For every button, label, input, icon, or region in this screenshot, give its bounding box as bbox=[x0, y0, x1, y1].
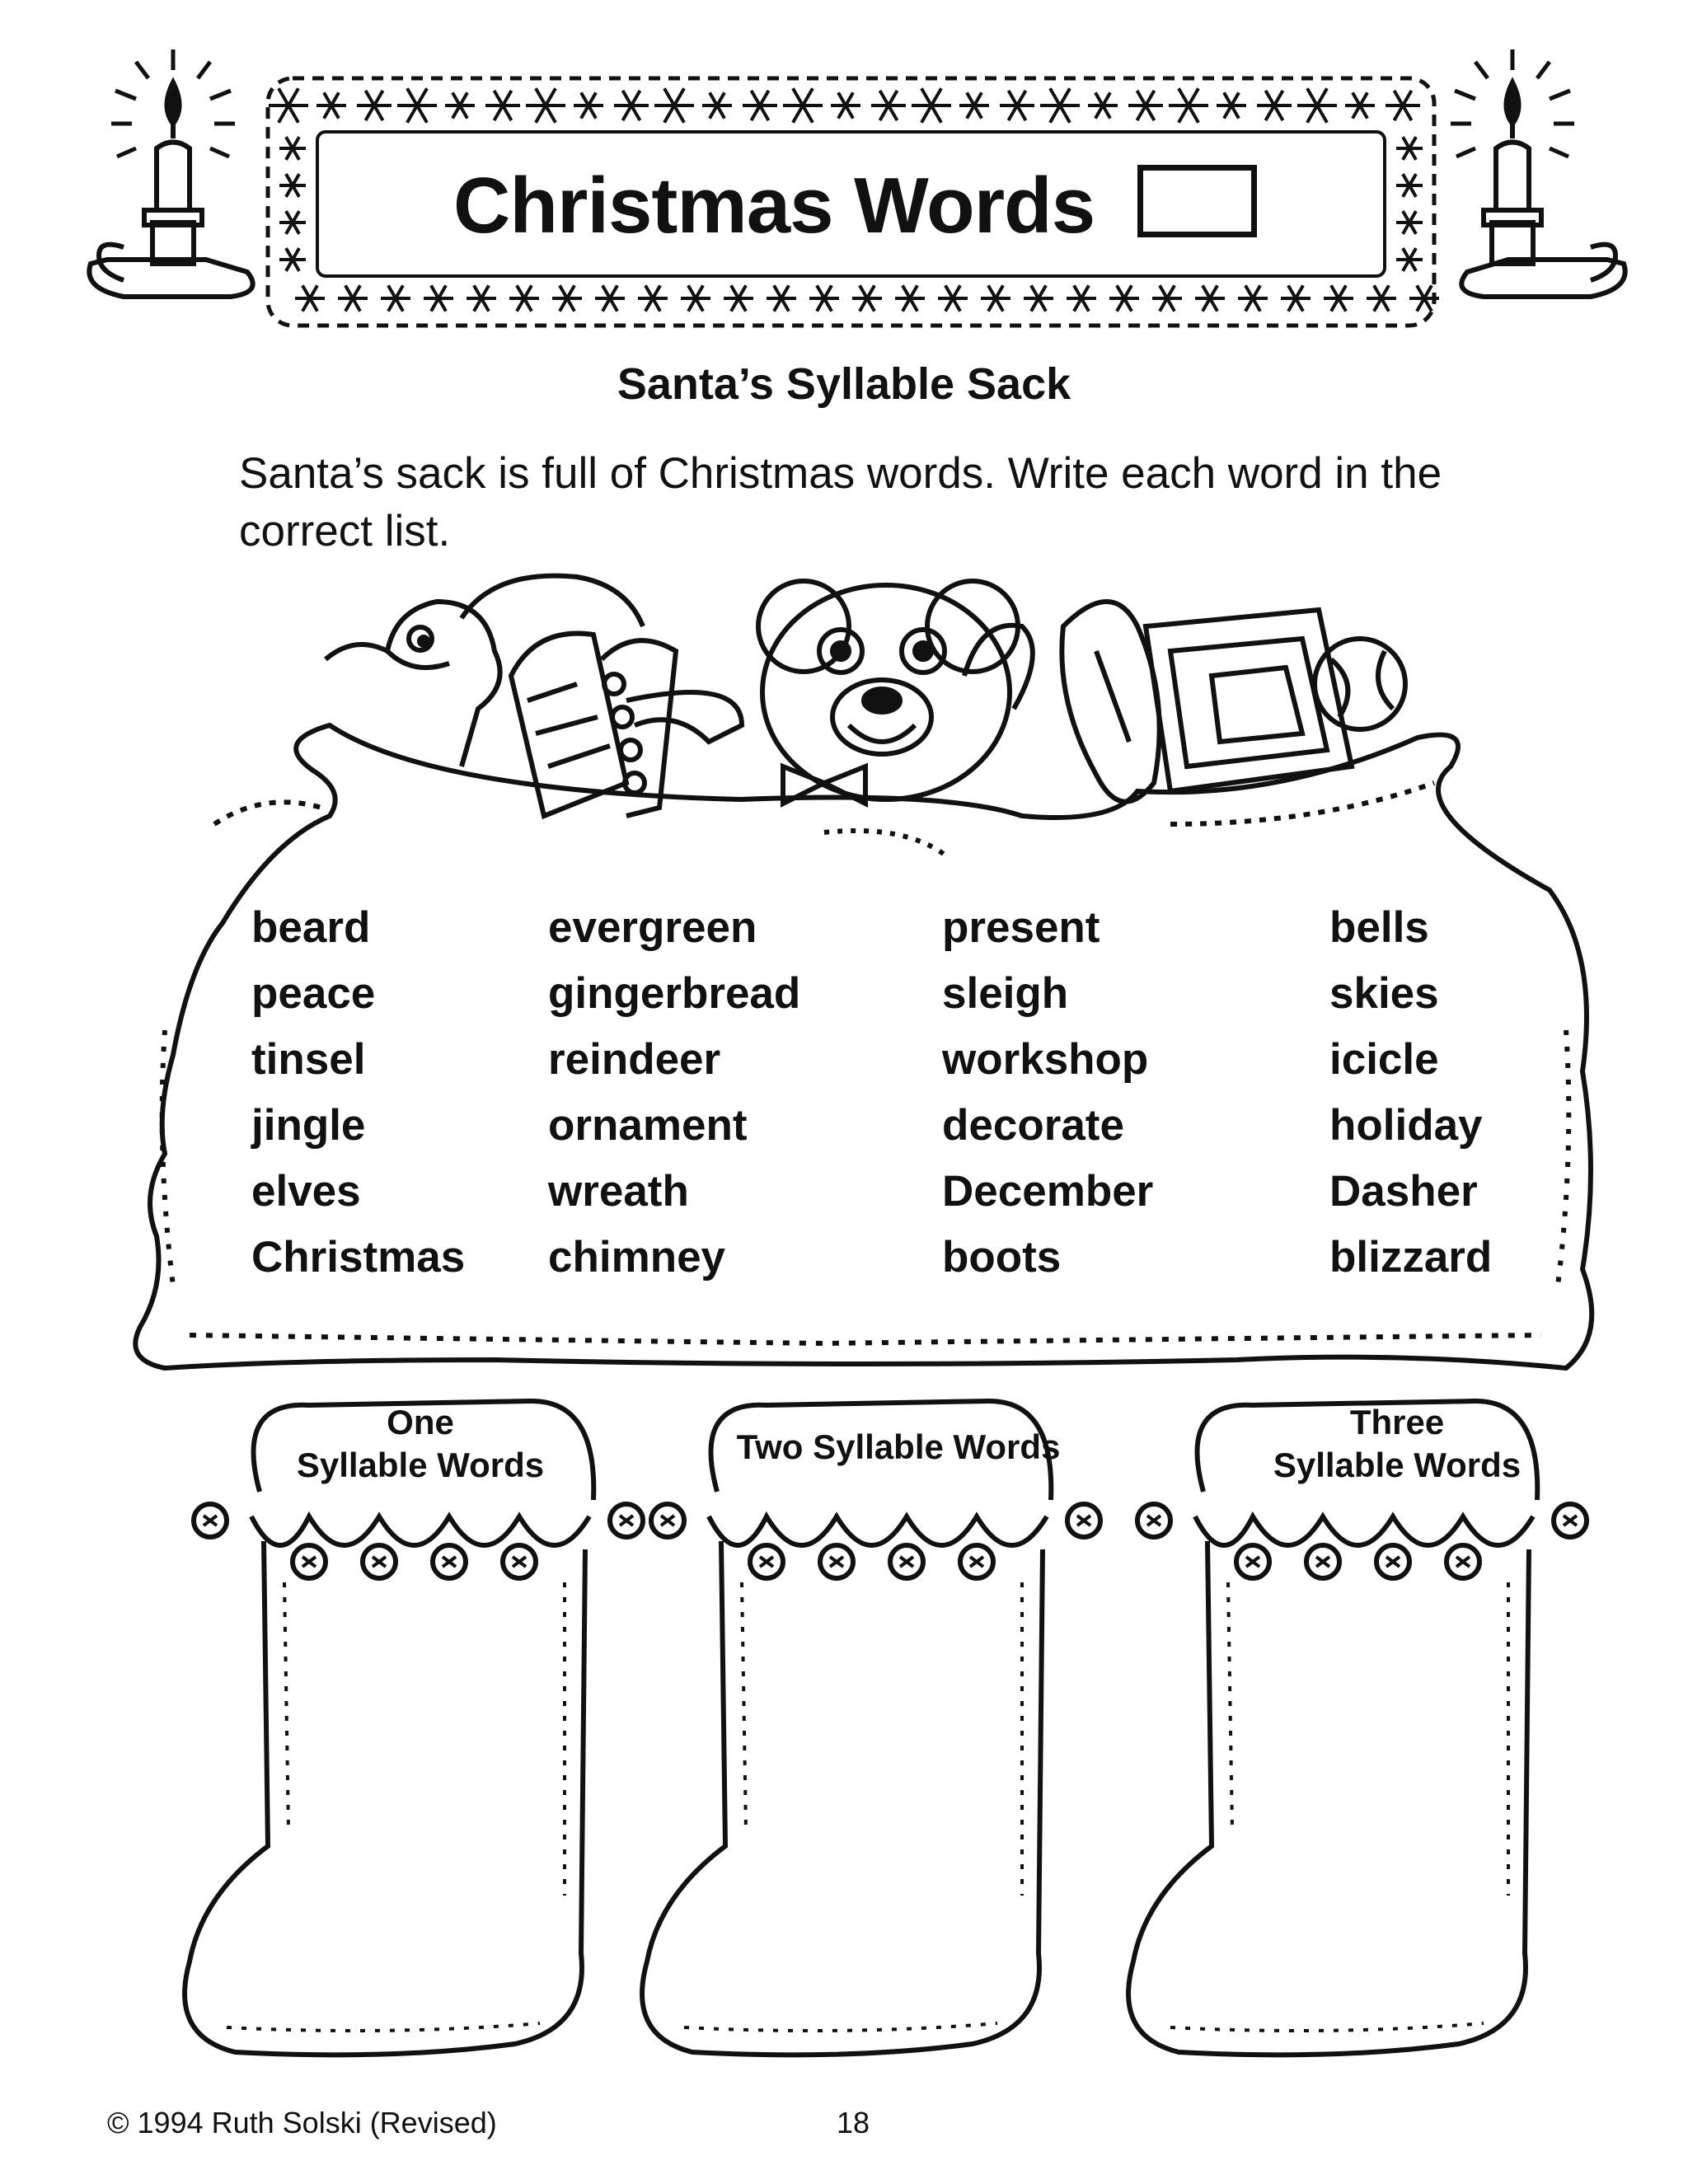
stocking-label-line: Two Syllable Words bbox=[736, 1427, 1061, 1466]
snowflake-icon bbox=[552, 285, 582, 311]
snowflake-icon bbox=[912, 88, 951, 123]
word-item: icicle bbox=[1329, 1035, 1439, 1084]
snowflake-icon bbox=[743, 91, 777, 120]
word-item: evergreen bbox=[548, 903, 757, 952]
snowflake-icon bbox=[767, 285, 796, 311]
word-item: wreath bbox=[548, 1167, 689, 1216]
snowflake-icon bbox=[1386, 91, 1420, 120]
instructions-text: Santa’s sack is full of Christmas words. Write each word in the correct list. bbox=[239, 449, 1442, 555]
word-item: blizzard bbox=[1329, 1233, 1493, 1282]
word-item: decorate bbox=[942, 1101, 1124, 1150]
stocking-label-three bbox=[1265, 1401, 1529, 1487]
snowflake-icon bbox=[1000, 91, 1034, 120]
page-number: 18 bbox=[837, 2106, 870, 2139]
snowflake-icon bbox=[269, 88, 308, 123]
word-item: bells bbox=[1329, 903, 1429, 952]
snowflake-icon bbox=[1345, 92, 1375, 118]
snowflake-icon bbox=[1297, 88, 1337, 123]
right-candle-icon bbox=[1451, 49, 1625, 297]
word-item: Dasher bbox=[1329, 1167, 1478, 1216]
page-title: Christmas Words bbox=[453, 162, 1095, 250]
snowflake-icon bbox=[783, 88, 823, 123]
score-box[interactable] bbox=[1137, 165, 1257, 237]
word-item: tinsel bbox=[251, 1035, 366, 1084]
word-item: Christmas bbox=[251, 1233, 466, 1282]
word-column-2 bbox=[548, 895, 800, 1291]
snowflake-icon bbox=[959, 92, 989, 118]
stocking-two-icon bbox=[642, 1401, 1100, 2055]
snowflake-icon bbox=[702, 92, 732, 118]
word-column-4 bbox=[1329, 895, 1492, 1291]
word-item: December bbox=[942, 1167, 1154, 1216]
snowflake-icon bbox=[1217, 92, 1246, 118]
word-item: beard bbox=[251, 903, 371, 952]
snowflake-icon bbox=[279, 248, 306, 271]
word-item: ornament bbox=[548, 1101, 748, 1150]
snowflake-icon bbox=[279, 174, 306, 197]
word-item: sleigh bbox=[942, 969, 1069, 1018]
snowflake-icon bbox=[1324, 285, 1353, 311]
snowflake-icon bbox=[1396, 211, 1423, 234]
word-column-1 bbox=[251, 895, 465, 1291]
stocking-label-line: One bbox=[387, 1403, 454, 1441]
word-item: peace bbox=[251, 969, 376, 1018]
word-item: skies bbox=[1329, 969, 1439, 1018]
stocking-label-line: Syllable Words bbox=[1273, 1446, 1522, 1484]
snowflake-icon bbox=[1195, 285, 1225, 311]
copyright-notice: © 1994 Ruth Solski (Revised) bbox=[107, 2106, 497, 2139]
snowflake-icon bbox=[1396, 174, 1423, 197]
snowflake-icon bbox=[1281, 285, 1311, 311]
snowflake-icon bbox=[357, 91, 392, 120]
word-item: boots bbox=[942, 1233, 1062, 1282]
snowflake-icon bbox=[316, 92, 346, 118]
snowflake-icon bbox=[295, 285, 325, 311]
word-item: chimney bbox=[548, 1233, 726, 1282]
snowflake-icon bbox=[638, 285, 668, 311]
stocking-label-one bbox=[293, 1401, 548, 1487]
snowflake-icon bbox=[938, 285, 968, 311]
snowflake-icon bbox=[654, 88, 694, 123]
stocking-three-icon bbox=[1128, 1401, 1587, 2055]
snowflake-icon bbox=[681, 285, 710, 311]
word-item: workshop bbox=[942, 1035, 1149, 1084]
snowflake-icon bbox=[424, 285, 453, 311]
activity-title: Santa’s Syllable Sack bbox=[617, 359, 1071, 409]
snowflake-icon bbox=[871, 91, 906, 120]
snowflake-icon bbox=[614, 91, 649, 120]
snowflake-icon bbox=[1128, 91, 1163, 120]
snowflake-icon bbox=[1169, 88, 1208, 123]
snowflake-icon bbox=[1257, 91, 1292, 120]
snowflake-icon bbox=[831, 92, 860, 118]
stocking-label-two bbox=[725, 1426, 1071, 1469]
snowflake-icon bbox=[1109, 285, 1139, 311]
snowflake-icon bbox=[1396, 137, 1423, 160]
stocking-one-icon bbox=[185, 1401, 643, 2055]
snowflake-icon bbox=[1367, 285, 1396, 311]
snowflake-icon bbox=[1152, 285, 1182, 311]
stocking-label-line: Three bbox=[1349, 1403, 1445, 1441]
snowflake-icon bbox=[485, 91, 520, 120]
word-item: present bbox=[942, 903, 1100, 952]
snowflake-icon bbox=[526, 88, 565, 123]
snowflake-icon bbox=[895, 285, 925, 311]
snowflake-icon bbox=[381, 285, 410, 311]
left-candle-icon bbox=[89, 49, 252, 297]
snowflake-icon bbox=[574, 92, 603, 118]
snowflake-icon bbox=[981, 285, 1010, 311]
word-item: reindeer bbox=[548, 1035, 721, 1084]
stocking-label-line: Syllable Words bbox=[296, 1446, 545, 1484]
snowflake-icon bbox=[724, 285, 753, 311]
word-item: elves bbox=[251, 1167, 361, 1216]
snowflake-icon bbox=[1088, 92, 1118, 118]
word-item: holiday bbox=[1329, 1101, 1483, 1150]
snowflake-icon bbox=[595, 285, 625, 311]
snowflake-icon bbox=[279, 137, 306, 160]
snowflake-icon bbox=[338, 285, 368, 311]
snowflake-icon bbox=[1409, 285, 1439, 311]
snowflake-icon bbox=[1024, 285, 1053, 311]
word-column-3 bbox=[942, 895, 1153, 1291]
snowflake-icon bbox=[279, 211, 306, 234]
snowflake-icon bbox=[1067, 285, 1096, 311]
snowflake-icon bbox=[445, 92, 475, 118]
word-item: gingerbread bbox=[548, 969, 801, 1018]
snowflake-icon bbox=[509, 285, 539, 311]
snowflake-icon bbox=[467, 285, 496, 311]
snowflake-icon bbox=[852, 285, 882, 311]
snowflake-icon bbox=[397, 88, 437, 123]
snowflake-icon bbox=[1238, 285, 1268, 311]
stocking-group bbox=[185, 1401, 1587, 2055]
snowflake-icon bbox=[809, 285, 839, 311]
word-item: jingle bbox=[251, 1101, 366, 1150]
snowflake-icon bbox=[1040, 88, 1080, 123]
snowflake-icon bbox=[1396, 248, 1423, 271]
